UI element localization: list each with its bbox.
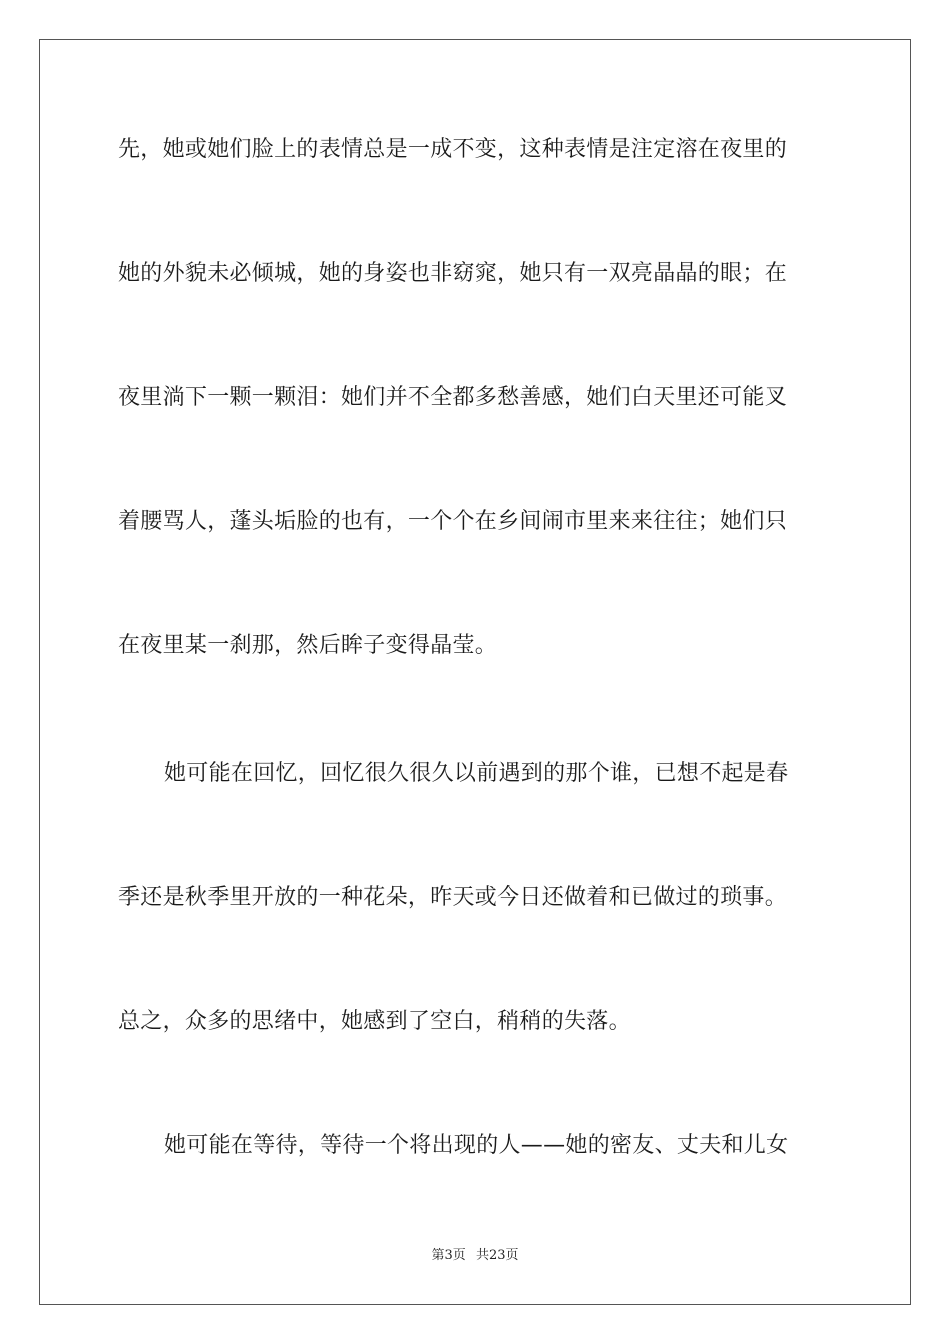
page-border [39,39,911,1305]
text-line: 着腰骂人，蓬头垢脸的也有，一个个在乡间闹市里来来往往；她们只 [118,509,788,534]
current-page-number: 第3页 [431,1248,466,1263]
text-line: 夜里淌下一颗一颗泪：她们并不全都多愁善感，她们白天里还可能叉 [118,385,788,410]
paragraph-start-line: 她可能在等待，等待一个将出现的人——她的密友、丈夫和儿女 [164,1133,789,1158]
text-line: 她的外貌未必倾城，她的身姿也非窈窕，她只有一双亮晶晶的眼；在 [118,261,788,286]
text-line: 先，她或她们脸上的表情总是一成不变，这种表情是注定溶在夜里的 [118,137,788,162]
total-page-count: 共23页 [475,1248,519,1263]
paragraph-start-line: 她可能在回忆，回忆很久很久以前遇到的那个谁，已想不起是春 [164,761,789,786]
text-line: 总之，众多的思绪中，她感到了空白，稍稍的失落。 [118,1009,631,1034]
text-line: 在夜里某一刹那，然后眸子变得晶莹。 [118,633,498,658]
page-footer [0,1247,950,1265]
text-line: 季还是秋季里开放的一种花朵，昨天或今日还做着和已做过的琐事。 [118,885,788,910]
